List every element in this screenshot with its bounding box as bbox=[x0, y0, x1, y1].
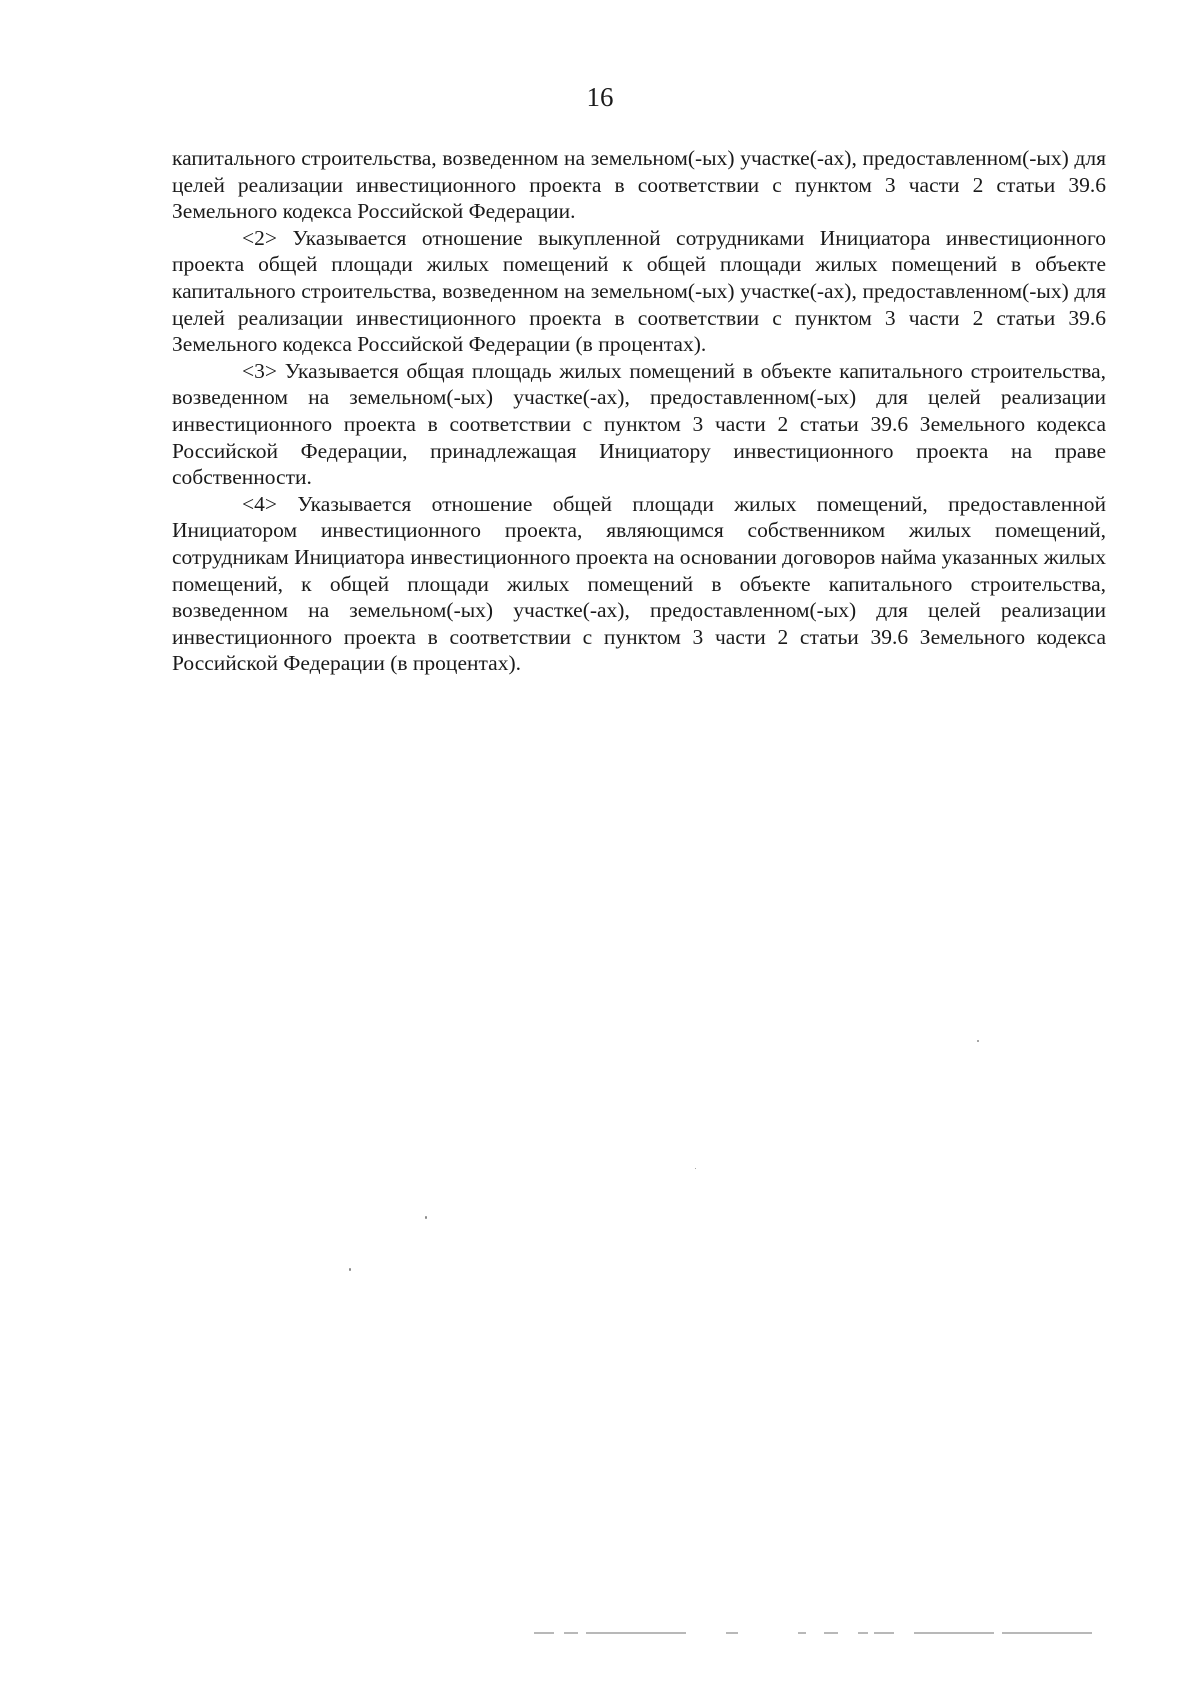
scan-speck bbox=[349, 1268, 351, 1271]
footnote-3: <3> Указывается общая площадь жилых помещений в объекте капитального строительства, возведенном на земельном(-ых) участке(-ах), предоставленном(-ых) для целей реализации инвестиционного проекта в соответствии с пунктом 3 части 2 статьи 39.6 Земельного кодекса Российской Федерации, принадлежащая Инициатору инвестиционного проекта на праве собственности. bbox=[172, 358, 1106, 490]
scan-mark bbox=[824, 1632, 838, 1634]
scan-speck bbox=[977, 1040, 979, 1042]
scan-mark bbox=[914, 1632, 994, 1634]
document-body bbox=[172, 145, 1106, 677]
scan-mark bbox=[586, 1632, 686, 1634]
page-number: 16 bbox=[586, 82, 614, 112]
footnote-4: <4> Указывается отношение общей площади жилых помещений, предоставленной Инициатором инвестиционного проекта, являющимся собственником жилых помещений, сотрудникам Инициатора инвестиционного проекта на основании договоров найма указанных жилых помещений, к общей площади жилых помещений в объекте капитального строительства, возведенном на земельном(-ых) участке(-ах), предоставленном(-ых) для целей реализации инвестиционного проекта в соответствии с пунктом 3 части 2 статьи 39.6 Земельного кодекса Российской Федерации (в процентах). bbox=[172, 491, 1106, 676]
paragraph-continuation: капитального строительства, возведенном на земельном(-ых) участке(-ах), предоставленном(-ых) для целей реализации инвестиционного проекта в соответствии с пунктом 3 части 2 статьи 39.6 Земельного кодекса Российской Федерации. bbox=[172, 146, 1106, 224]
scan-speck bbox=[695, 1168, 696, 1169]
scan-mark bbox=[858, 1632, 868, 1634]
footnote-2: <2> Указывается отношение выкупленной сотрудниками Инициатора инвестиционного проекта общей площади жилых помещений к общей площади жилых помещений в объекте капитального строительства, возведенном на земельном(-ых) участке(-ах), предоставленном(-ых) для целей реализации инвестиционного проекта в соответствии с пунктом 3 части 2 статьи 39.6 Земельного кодекса Российской Федерации (в процентах). bbox=[172, 225, 1106, 357]
scan-mark bbox=[726, 1632, 738, 1634]
scan-mark bbox=[1002, 1632, 1092, 1634]
scan-mark bbox=[874, 1632, 894, 1634]
scan-footer-artifact bbox=[530, 1630, 1160, 1636]
scan-mark bbox=[564, 1632, 578, 1634]
scan-mark bbox=[534, 1632, 554, 1634]
scan-mark bbox=[798, 1632, 806, 1634]
scan-speck bbox=[425, 1216, 427, 1219]
